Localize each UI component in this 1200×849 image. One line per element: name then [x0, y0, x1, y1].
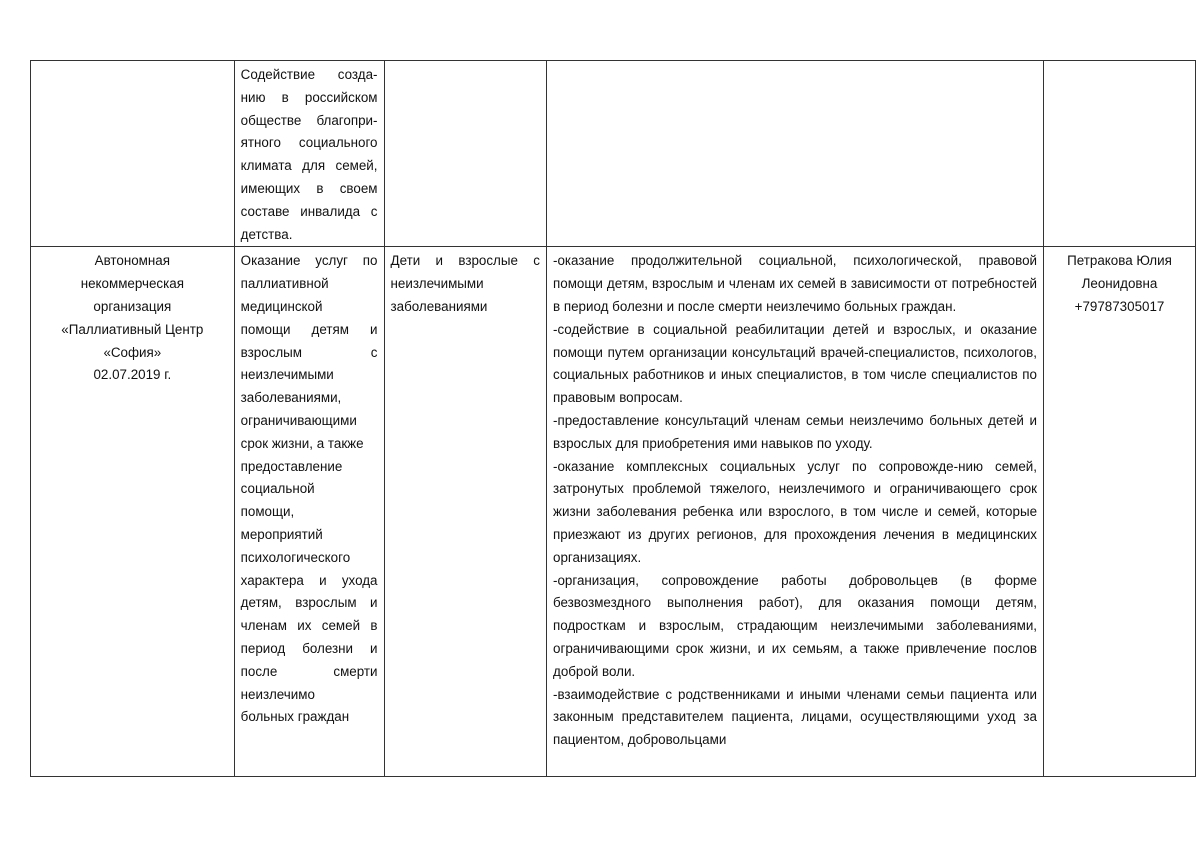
target-line: Дети и взрослые с — [390, 253, 540, 269]
organization-line: некоммерческая — [80, 276, 184, 292]
registration-date: 02.07.2019 г. — [93, 367, 172, 383]
contact-patronymic: Леонидовна — [1081, 276, 1158, 292]
target-cell — [384, 61, 547, 247]
goal-line: помощи, — [240, 504, 295, 520]
goal-line: Оказание услуг по — [240, 253, 378, 269]
goal-line: климата для семей, — [240, 158, 378, 174]
goal-cell — [234, 247, 384, 777]
activity-item: -взаимодействие с родственниками и иными членами семьи пациента или законным представителем пациента, лицами, осуществляющими уход за пациентом, добровольцами — [553, 686, 1038, 748]
activities-cell — [547, 247, 1044, 777]
goal-line: членам их семей в — [240, 618, 378, 634]
goal-line: детства. — [240, 226, 293, 242]
goal-line: взрослым с — [240, 344, 378, 360]
goal-line: ограничивающими — [240, 412, 357, 428]
activities-cell — [547, 61, 1044, 247]
activities-list — [553, 250, 1037, 776]
goal-line: составе инвалида с — [240, 203, 378, 219]
goal-line: неизлечимо — [240, 686, 315, 702]
goal-line: медицинской — [240, 298, 323, 314]
goal-line: имеющих в своем — [240, 180, 378, 196]
goal-line: социальной — [240, 481, 315, 497]
goal-line: обществе благопри- — [240, 112, 378, 128]
goal-line: мероприятий — [240, 526, 323, 542]
goal-line: нию в российском — [240, 89, 378, 105]
contact-cell — [1044, 247, 1196, 777]
activity-item: -предоставление консультаций членам семьи неизлечимо больных детей и взрослых для приобретения ими навыков по уходу. — [553, 412, 1038, 451]
organizations-table — [30, 60, 1196, 777]
target-cell — [384, 247, 547, 777]
activity-item: -содействие в социальной реабилитации детей и взрослых, и оказание помощи путем организации консультаций врачей-специалистов, психологов, социальных работников и иных специалистов, в том числе специалистов по правовым вопросам. — [553, 321, 1038, 406]
goal-line: психологического — [240, 549, 351, 565]
organization-line: организация — [93, 298, 172, 314]
table-row — [31, 247, 1196, 777]
organization-cell — [31, 61, 235, 247]
activity-item: -оказание комплексных социальных услуг по сопровожде-нию семей, затронутых проблемой тяжелого, неизлечимого и ограничивающего срок жизни заболевания ребенка или взрослого, в том числе и семей, которые приезжают из других регионов, для прохождения лечения в медицинских организациях. — [553, 458, 1038, 565]
goal-line: больных граждан — [240, 709, 350, 725]
goal-line: период болезни и — [240, 640, 378, 656]
goal-cell — [234, 61, 384, 247]
contact-cell — [1044, 61, 1196, 247]
goal-line: после смерти — [240, 663, 378, 679]
organization-line: «София» — [103, 344, 162, 360]
goal-line: неизлечимыми — [240, 367, 334, 383]
target-line: заболеваниями — [390, 298, 488, 314]
goal-line: Содействие созда- — [240, 67, 378, 82]
contact-phone: +79787305017 — [1074, 298, 1165, 314]
goal-line: детям, взрослым и — [240, 595, 378, 611]
target-line: неизлечимыми — [390, 276, 484, 292]
organization-cell — [31, 247, 235, 777]
table-row — [31, 61, 1196, 247]
goal-line: ятного социального — [240, 135, 378, 151]
organization-line: «Паллиативный Центр — [61, 321, 204, 337]
goal-line: паллиативной — [240, 276, 329, 292]
activity-item: -организация, сопровождение работы добровольцев (в форме безвозмездного выполнения работ), для оказания помощи детям, подросткам и взрослым, страдающим неизлечимыми заболеваниями, ограничивающими срок жизни, и их семьям, а также привлечение послов доброй воли. — [553, 572, 1038, 679]
goal-line: заболеваниями, — [240, 390, 342, 406]
organization-line: Автономная — [94, 253, 170, 269]
contact-name: Петракова Юлия — [1067, 253, 1172, 269]
goal-line: помощи детям и — [240, 321, 378, 337]
goal-line: срок жизни, а также — [240, 435, 364, 451]
goal-line: предоставление — [240, 458, 343, 474]
activity-item: -оказание продолжительной социальной, психологической, правовой помощи детям, взрослым и членам их семей в зависимости от потребностей в период болезни и после смерти неизлечимо больных граждан. — [553, 253, 1038, 314]
goal-line: характера и ухода — [240, 572, 378, 588]
